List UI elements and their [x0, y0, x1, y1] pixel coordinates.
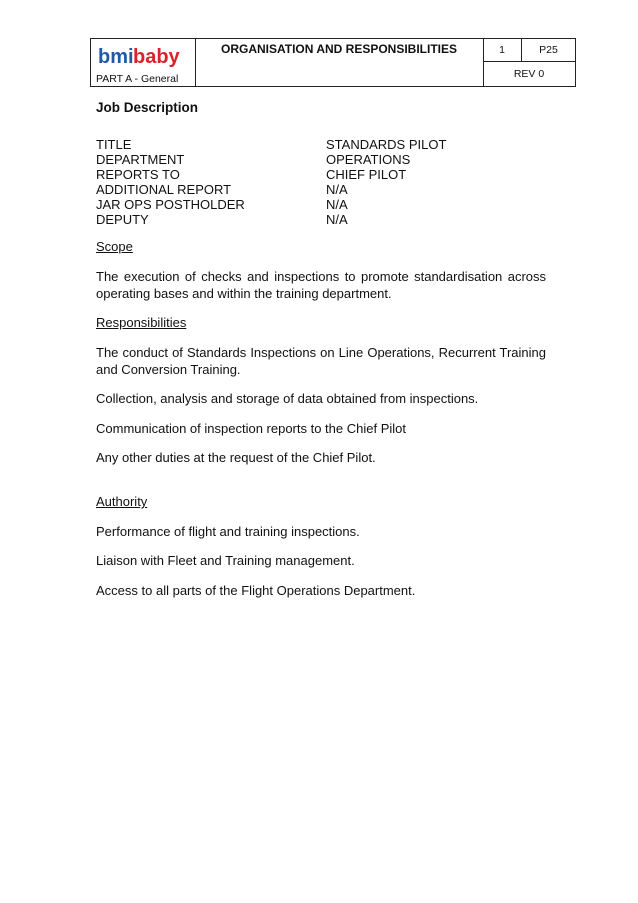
responsibility-item: Communication of inspection reports to the Chief Pilot [96, 421, 406, 436]
page-header-table [90, 38, 576, 87]
field-label: DEPUTY [96, 212, 149, 227]
field-label: DEPARTMENT [96, 152, 185, 167]
bmibaby-logo [97, 43, 189, 69]
document-body [96, 100, 546, 599]
field-label: REPORTS TO [96, 167, 180, 182]
authority-title: Authority [96, 494, 148, 509]
job-description-heading: Job Description [96, 100, 199, 115]
responsibilities-title: Responsibilities [96, 315, 187, 330]
responsibility-item: The conduct of Standards Inspections on Line Operations, Recurrent Training and Conversion Training. [96, 345, 546, 377]
responsibility-item: Any other duties at the request of the Chief Pilot. [96, 450, 376, 465]
scope-title: Scope [96, 239, 133, 254]
field-label: ADDITIONAL REPORT [96, 182, 232, 197]
field-row [96, 167, 546, 182]
field-row [96, 197, 546, 212]
chapter-number: 1 [483, 39, 522, 62]
field-value: CHIEF PILOT [326, 167, 407, 182]
field-row [96, 212, 546, 227]
field-value: OPERATIONS [326, 152, 411, 167]
header-ref-cell [483, 39, 575, 86]
field-value: N/A [326, 182, 348, 197]
authority-item: Performance of flight and training inspections. [96, 524, 360, 539]
document-title: ORGANISATION AND RESPONSIBILITIES [220, 42, 457, 56]
job-fields [96, 137, 546, 227]
field-label: TITLE [96, 137, 132, 152]
field-row [96, 182, 546, 197]
field-label: JAR OPS POSTHOLDER [96, 197, 245, 212]
header-logo-cell [91, 39, 196, 86]
scope-text: The execution of checks and inspections to promote standardisation across operating bases and within the training department. [96, 269, 546, 301]
field-value: N/A [326, 212, 348, 227]
logo-text-left: bmi [98, 46, 134, 68]
logo-text-right: baby [133, 46, 180, 68]
page-number: P25 [522, 39, 575, 62]
field-value: N/A [326, 197, 348, 212]
header-title-cell [195, 39, 484, 86]
revision-label: REV 0 [513, 68, 545, 80]
authority-item: Access to all parts of the Flight Operations Department. [96, 583, 416, 598]
part-label: PART A - General [96, 73, 179, 85]
responsibility-item: Collection, analysis and storage of data obtained from inspections. [96, 391, 479, 406]
field-value: STANDARDS PILOT [326, 137, 447, 152]
field-row [96, 152, 546, 167]
field-row [96, 137, 546, 152]
authority-item: Liaison with Fleet and Training management. [96, 553, 355, 568]
